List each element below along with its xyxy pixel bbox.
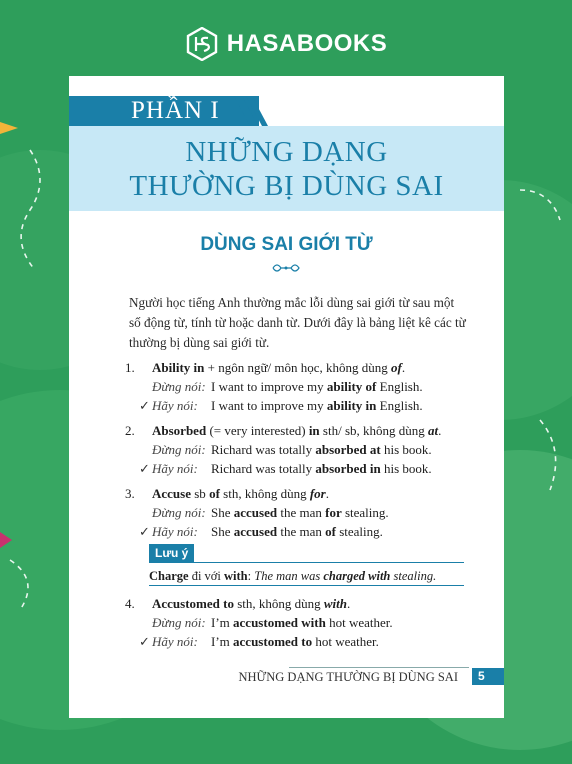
checkmark-icon: ✓: [139, 398, 150, 413]
intro-line: số động từ, tính từ hoặc danh từ. Dưới đây là bảng liệt kê các từ: [129, 315, 466, 330]
wrong-example: I want to improve my ability of English.: [211, 379, 423, 394]
chapter-title-box: [69, 126, 504, 211]
stripes-decoration: [234, 96, 274, 126]
right-example: I’m accustomed to hot weather.: [211, 634, 379, 649]
wrong-label: Đừng nói:: [152, 615, 206, 630]
item-heading: Accustomed to sth, không dùng with.: [152, 596, 351, 611]
checkmark-icon: ✓: [139, 634, 150, 649]
running-title: NHỮNG DẠNG THƯỜNG BỊ DÙNG SAI: [238, 670, 458, 684]
item-number: 2.: [125, 423, 135, 438]
right-example: I want to improve my ability in English.: [211, 398, 423, 413]
list-item: [125, 358, 485, 415]
part-label: PHẦN I: [131, 97, 220, 124]
chapter-title-line2: THƯỜNG BỊ DÙNG SAI: [129, 170, 444, 202]
right-label: Hãy nói:: [152, 524, 198, 539]
chapter-title-line1: NHỮNG DẠNG: [185, 136, 388, 168]
intro-line: thường bị dùng sai giới từ.: [129, 335, 270, 350]
note-text: Charge đi với with: The man was charged with stealing.: [149, 569, 437, 583]
list-item: [125, 594, 485, 651]
wrong-label: Đừng nói:: [152, 505, 206, 520]
divider: [149, 562, 464, 563]
right-label: Hãy nói:: [152, 461, 198, 476]
checkmark-icon: ✓: [139, 524, 150, 539]
book-page: [69, 76, 504, 718]
wrong-label: Đừng nói:: [152, 379, 206, 394]
note-box: [149, 544, 464, 586]
divider: [149, 585, 464, 586]
item-heading: Accuse sb of sth, không dùng for.: [152, 486, 329, 501]
item-number: 3.: [125, 486, 135, 501]
wrong-example: She accused the man for stealing.: [211, 505, 389, 520]
page-number: 5: [472, 668, 504, 685]
checkmark-icon: ✓: [139, 461, 150, 476]
list-item: [125, 484, 485, 541]
item-number: 1.: [125, 360, 135, 375]
ornament-icon: [271, 262, 301, 274]
section-title: DÙNG SAI GIỚI TỪ: [200, 234, 373, 255]
part-band: [69, 96, 504, 126]
list-item: [125, 421, 485, 478]
page-footer: [238, 665, 504, 689]
intro-paragraph: [129, 293, 469, 353]
brand-name: HASABOOKS: [226, 30, 388, 57]
brand-header: [0, 24, 572, 64]
divider: [289, 667, 469, 668]
item-heading: Absorbed (= very interested) in sth/ sb, không dùng at.: [152, 423, 442, 438]
right-label: Hãy nói:: [152, 634, 198, 649]
wrong-example: I’m accustomed with hot weather.: [211, 615, 393, 630]
right-label: Hãy nói:: [152, 398, 198, 413]
note-tag: Lưu ý: [149, 544, 194, 562]
intro-line: Người học tiếng Anh thường mắc lỗi dùng sai giới từ sau một: [129, 295, 455, 310]
hs-logo-icon: [185, 27, 219, 61]
item-number: 4.: [125, 596, 135, 611]
wrong-example: Richard was totally absorbed at his book.: [211, 442, 432, 457]
right-example: Richard was totally absorbed in his book.: [211, 461, 432, 476]
item-heading: Ability in + ngôn ngữ/ môn học, không dùng of.: [152, 360, 406, 375]
right-example: She accused the man of stealing.: [211, 524, 383, 539]
wrong-label: Đừng nói:: [152, 442, 206, 457]
